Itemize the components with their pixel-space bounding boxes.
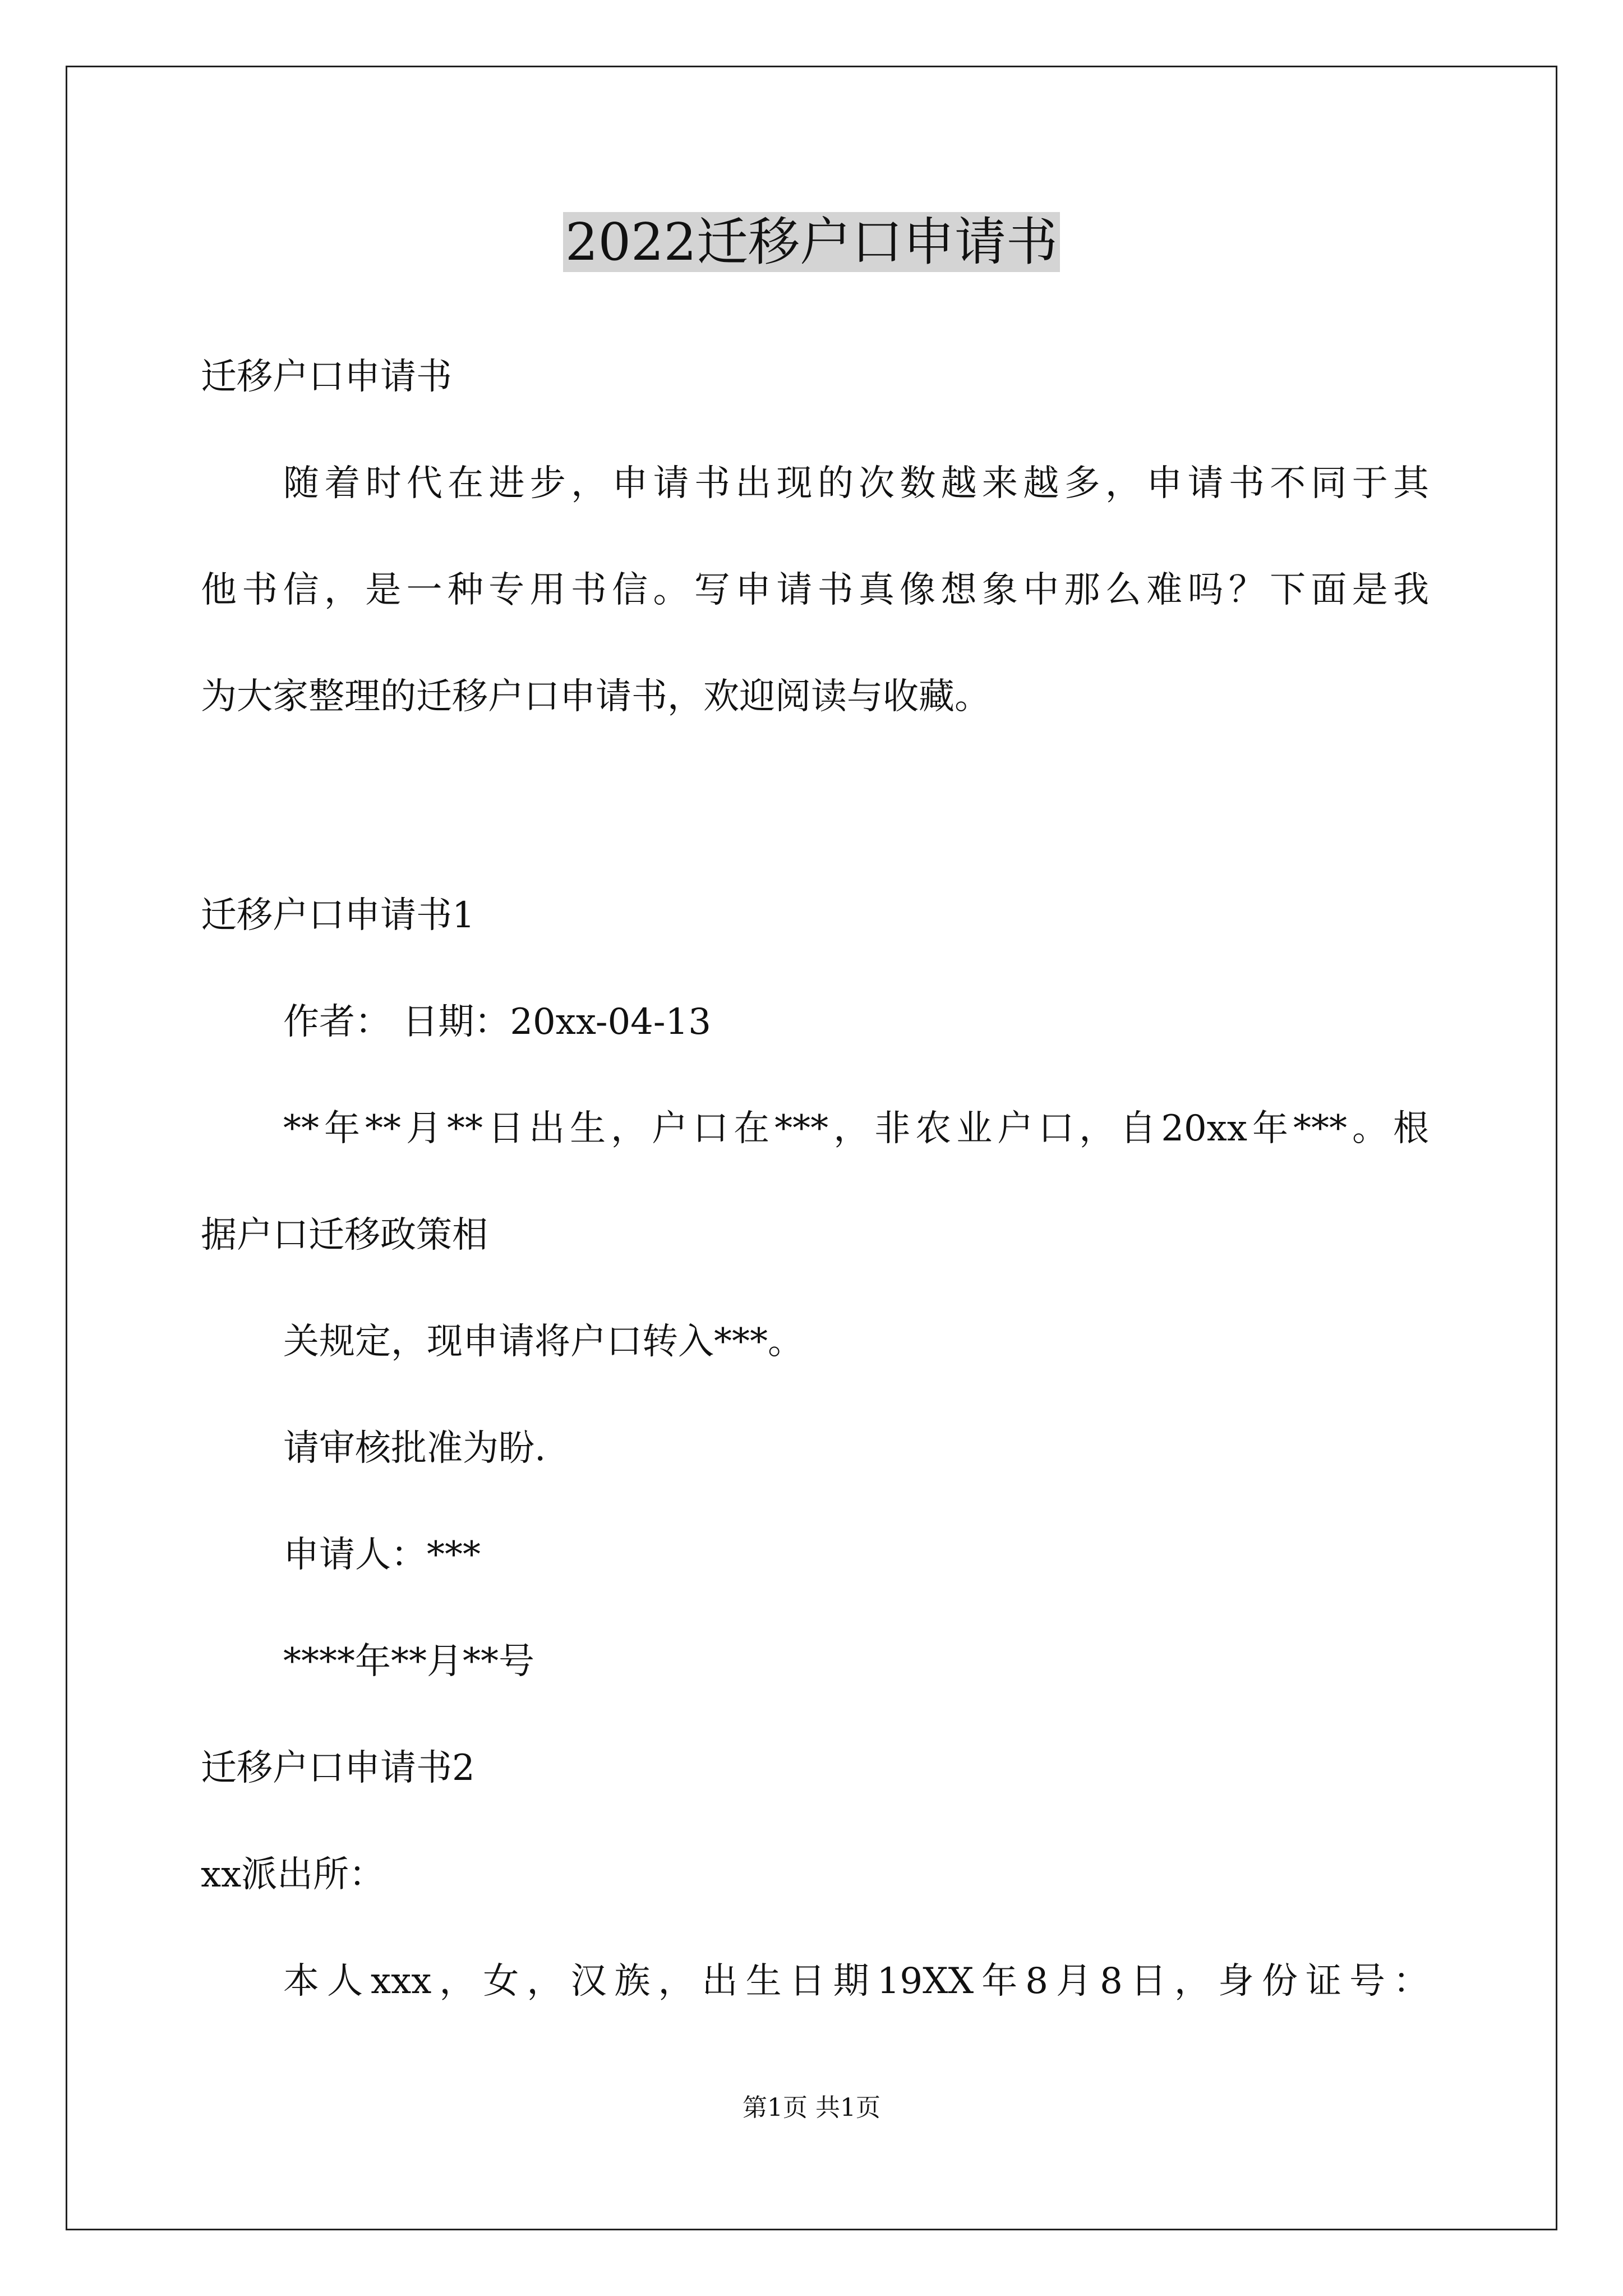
intro-line-2: 他书信，是一种专用书信。写申请书真像想象中那么难吗？下面是我 xyxy=(201,569,1429,611)
intro-line-1: 随着时代在进步，申请书出现的次数越来越多，申请书不同于其 xyxy=(283,463,1429,504)
document-title xyxy=(0,209,1623,276)
section-1-line-3: 关规定，现申请将户口转入***。 xyxy=(283,1321,804,1363)
section-2-line-1: 本人xxx，女，汉族，出生日期19XX年8月8日，身份证号： xyxy=(283,1961,1429,2002)
page-footer: 第1页 共1页 xyxy=(743,2093,880,2122)
document-title-text: 2022迁移户口申请书 xyxy=(563,212,1060,272)
section-1-line-2: 据户口迁移政策相 xyxy=(201,1214,488,1256)
paragraph-heading: 迁移户口申请书 xyxy=(201,356,452,398)
intro-line-3: 为大家整理的迁移户口申请书，欢迎阅读与收藏。 xyxy=(201,676,990,717)
section-1-line-4: 请审核批准为盼. xyxy=(283,1428,546,1469)
section-2-recipient: xx派出所： xyxy=(201,1854,385,1895)
section-1-title: 迁移户口申请书1 xyxy=(201,895,475,936)
section-1-applicant: 申请人：*** xyxy=(283,1534,481,1576)
section-2-title: 迁移户口申请书2 xyxy=(201,1747,475,1789)
section-1-line-1: **年**月**日出生，户口在***，非农业户口，自20xx年***。根 xyxy=(283,1108,1429,1149)
section-1-date: ****年**月**号 xyxy=(283,1641,534,1682)
section-1-author-date: 作者： 日期：20xx-04-13 xyxy=(283,1001,711,1043)
